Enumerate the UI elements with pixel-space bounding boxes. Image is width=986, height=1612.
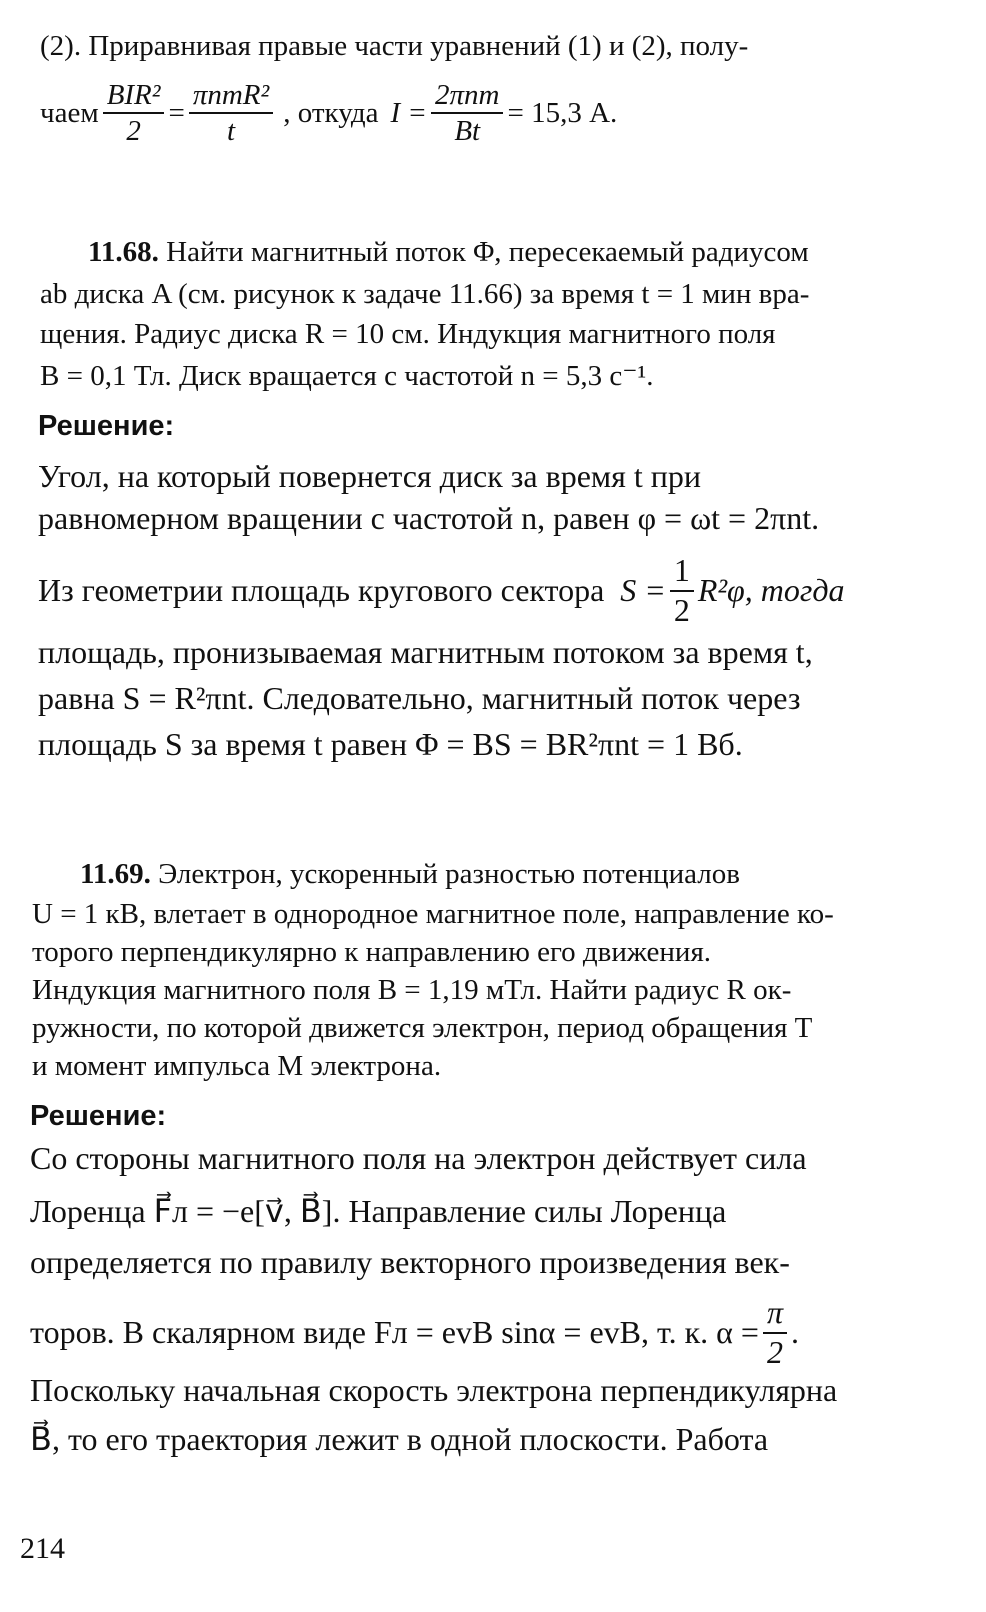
prev-lead: чаем xyxy=(40,96,99,129)
solution-11-69-line-4: торов. В скалярном виде Fл = evB sinα = evB, т. к. α = $\frac{\pi}{2}$ . xyxy=(30,1294,799,1370)
solution-11-69-line-3: определяется по правилу векторного произведения век- xyxy=(30,1244,790,1280)
prev-formula-line xyxy=(40,80,617,147)
solution-11-68-line-5: равна S = R²πnt. Следовательно, магнитный поток через xyxy=(38,680,801,716)
problem-11-69-line-5: ружности, по которой движется электрон, период обращения T xyxy=(32,1012,813,1044)
solution-11-69-line-6: B⃗, то его траектория лежит в одной плоскости. Работа xyxy=(30,1421,769,1457)
current-eq: I = xyxy=(390,96,427,129)
equals-sign: = xyxy=(168,96,185,129)
solution-11-69-line-5: Поскольку начальная скорость электрона перпендикулярна xyxy=(30,1372,838,1408)
fraction-one-half: $\frac{1}{2}$ xyxy=(670,554,694,627)
fraction-current: $\frac{\text{2πnm}}{Bt}$ xyxy=(431,80,503,147)
solution-11-68-line-4: площадь, пронизываемая магнитным потоком за время t, xyxy=(38,634,813,670)
fraction-pinmr2: $\frac{\text{πnmR²}}{t}$ xyxy=(189,80,273,147)
problem-number-11-69: 11.69. xyxy=(80,858,151,890)
problem-11-69-line-3: торого перпендикулярно к направлению его движения. xyxy=(32,936,712,968)
current-result: = 15,3 А. xyxy=(507,96,618,129)
solution-11-69-line-2: Лоренца F⃗л = −e[v⃗, B⃗]. Направление силы Лоренца xyxy=(30,1193,727,1229)
fraction-bir2: $\frac{\text{BIR²}}{2}$ xyxy=(103,80,165,147)
fraction-pi-over-2: $\frac{\pi}{2}$ xyxy=(763,1296,787,1369)
problem-11-69-line-2: U = 1 кВ, влетает в однородное магнитное поле, направление ко- xyxy=(32,898,834,930)
problem-11-68-line-3: щения. Радиус диска R = 10 см. Индукция магнитного поля xyxy=(40,318,776,350)
solution-heading-11-68: Решение: xyxy=(38,410,175,442)
problem-11-68-line-4: B = 0,1 Тл. Диск вращается с частотой n = 5,3 с⁻¹. xyxy=(40,360,654,392)
page-number: 214 xyxy=(20,1532,65,1565)
solution-heading-11-69: Решение: xyxy=(30,1100,167,1132)
problem-number-11-68: 11.68. xyxy=(88,236,159,268)
problem-11-69-line-4: Индукция магнитного поля B = 1,19 мТл. Найти радиус R ок- xyxy=(32,974,792,1006)
problem-11-69-line-6: и момент импульса M электрона. xyxy=(32,1050,442,1082)
prev-mid-text: , откуда xyxy=(283,96,379,129)
solution-11-68-line-6: площадь S за время t равен Φ = BS = BR²πnt = 1 Вб. xyxy=(38,726,743,762)
problem-11-68-line-1: 11.68. Найти магнитный поток Φ, пересекаемый радиусом xyxy=(88,236,809,268)
solution-11-69-line-1: Со стороны магнитного поля на электрон действует сила xyxy=(30,1140,807,1176)
solution-11-68-line-3: Из геометрии площадь кругового сектора S = $\frac{1}{2}$ R²φ, тогда xyxy=(38,552,845,628)
solution-11-68-line-2: равномерном вращении с частотой n, равен φ = ωt = 2πnt. xyxy=(38,500,820,536)
problem-11-68-line-2: ab диска A (см. рисунок к задаче 11.66) за время t = 1 мин вра- xyxy=(40,278,810,310)
prev-text-line: (2). Приравнивая правые части уравнений (1) и (2), полу- xyxy=(40,30,749,62)
solution-11-68-line-1: Угол, на который повернется диск за время t при xyxy=(38,458,702,494)
problem-11-69-line-1: 11.69. Электрон, ускоренный разностью потенциалов xyxy=(80,858,740,890)
